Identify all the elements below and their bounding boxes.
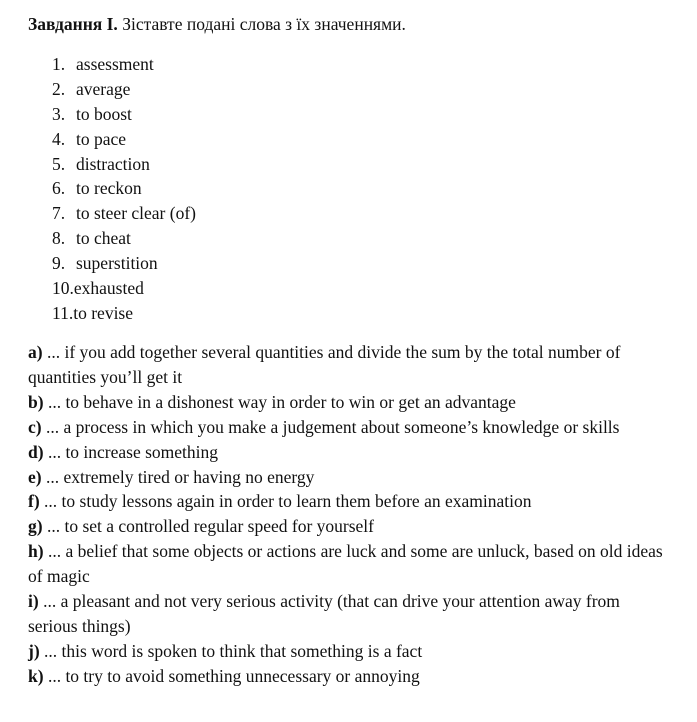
- definition-list: [28, 340, 668, 689]
- word-number: 8.: [52, 228, 66, 249]
- word-number: 2.: [52, 78, 66, 99]
- definition-item: [28, 514, 668, 539]
- task-title-instruction: Зіставте подані слова з їх значеннями.: [117, 14, 406, 34]
- definition-letter: h): [28, 541, 44, 562]
- word-item: [52, 52, 196, 77]
- word-text: to pace: [76, 128, 127, 149]
- definition-text: ... a belief that some objects or actions are luck and some are unluck, based on old ideas of magic: [28, 541, 663, 587]
- definition-item: [28, 440, 668, 465]
- word-text: assessment: [76, 54, 154, 74]
- definition-item: [28, 390, 668, 415]
- definition-item: [28, 589, 668, 639]
- definition-letter: b): [28, 391, 44, 412]
- word-text: to steer clear (of): [76, 203, 196, 224]
- word-item: [52, 127, 196, 152]
- definition-letter: j): [28, 640, 40, 661]
- definition-text: ... this word is spoken to think that something is a fact: [39, 640, 423, 661]
- definition-item: [28, 415, 668, 440]
- word-number: 7.: [52, 203, 66, 224]
- definition-text: ... to try to avoid something unnecessary or annoying: [43, 665, 420, 686]
- definition-item: [28, 489, 668, 514]
- word-item: [52, 201, 196, 226]
- definition-item: [28, 465, 668, 490]
- word-text: to reckon: [76, 178, 142, 199]
- definition-item: [28, 340, 668, 390]
- word-item: [52, 102, 196, 127]
- word-text: distraction: [76, 153, 150, 174]
- definition-letter: k): [28, 665, 44, 686]
- word-item: [52, 226, 196, 251]
- definition-text: ... a process in which you make a judgement about someone’s knowledge or skills: [41, 416, 620, 437]
- definition-letter: g): [28, 516, 43, 537]
- word-number: 1.: [52, 54, 66, 74]
- definition-text: ... to increase something: [43, 441, 219, 462]
- definition-item: [28, 539, 668, 589]
- definition-text: ... if you add together several quantities and divide the sum by the total number of quantities you’ll get it: [28, 342, 621, 387]
- word-number: 3.: [52, 103, 66, 124]
- word-text: superstition: [76, 253, 158, 274]
- word-number: 10.: [52, 278, 74, 299]
- definition-letter: d): [28, 441, 44, 462]
- definition-text: ... extremely tired or having no energy: [41, 466, 315, 487]
- word-list: [52, 52, 196, 326]
- word-text: to cheat: [76, 228, 131, 249]
- definition-letter: e): [28, 466, 42, 487]
- definition-letter: a): [28, 342, 43, 362]
- definition-letter: c): [28, 416, 42, 437]
- word-text: to revise: [73, 302, 134, 323]
- definition-item: [28, 664, 668, 689]
- word-item: [52, 251, 196, 276]
- word-number: 11.: [52, 302, 74, 323]
- word-number: 5.: [52, 153, 66, 174]
- word-number: 9.: [52, 253, 66, 274]
- task-title-bold: Завдання I.: [28, 14, 118, 34]
- definition-text: ... a pleasant and not very serious activity (that can drive your attention away from serious things): [28, 591, 620, 636]
- word-item: [52, 301, 196, 326]
- word-item: [52, 77, 196, 102]
- definition-letter: f): [28, 491, 40, 512]
- word-item: [52, 152, 196, 177]
- word-text: to boost: [76, 103, 132, 124]
- word-number: 4.: [52, 128, 66, 149]
- word-number: 6.: [52, 178, 66, 199]
- definition-item: [28, 639, 668, 664]
- word-item: [52, 176, 196, 201]
- definition-letter: i): [28, 591, 39, 612]
- word-text: average: [76, 78, 131, 99]
- task-title: [28, 12, 406, 36]
- word-text: exhausted: [73, 278, 144, 299]
- definition-text: ... to behave in a dishonest way in order to win or get an advantage: [43, 391, 516, 412]
- word-item: [52, 276, 196, 301]
- definition-text: ... to study lessons again in order to learn them before an examination: [39, 491, 532, 512]
- definition-text: ... to set a controlled regular speed for yourself: [42, 516, 374, 537]
